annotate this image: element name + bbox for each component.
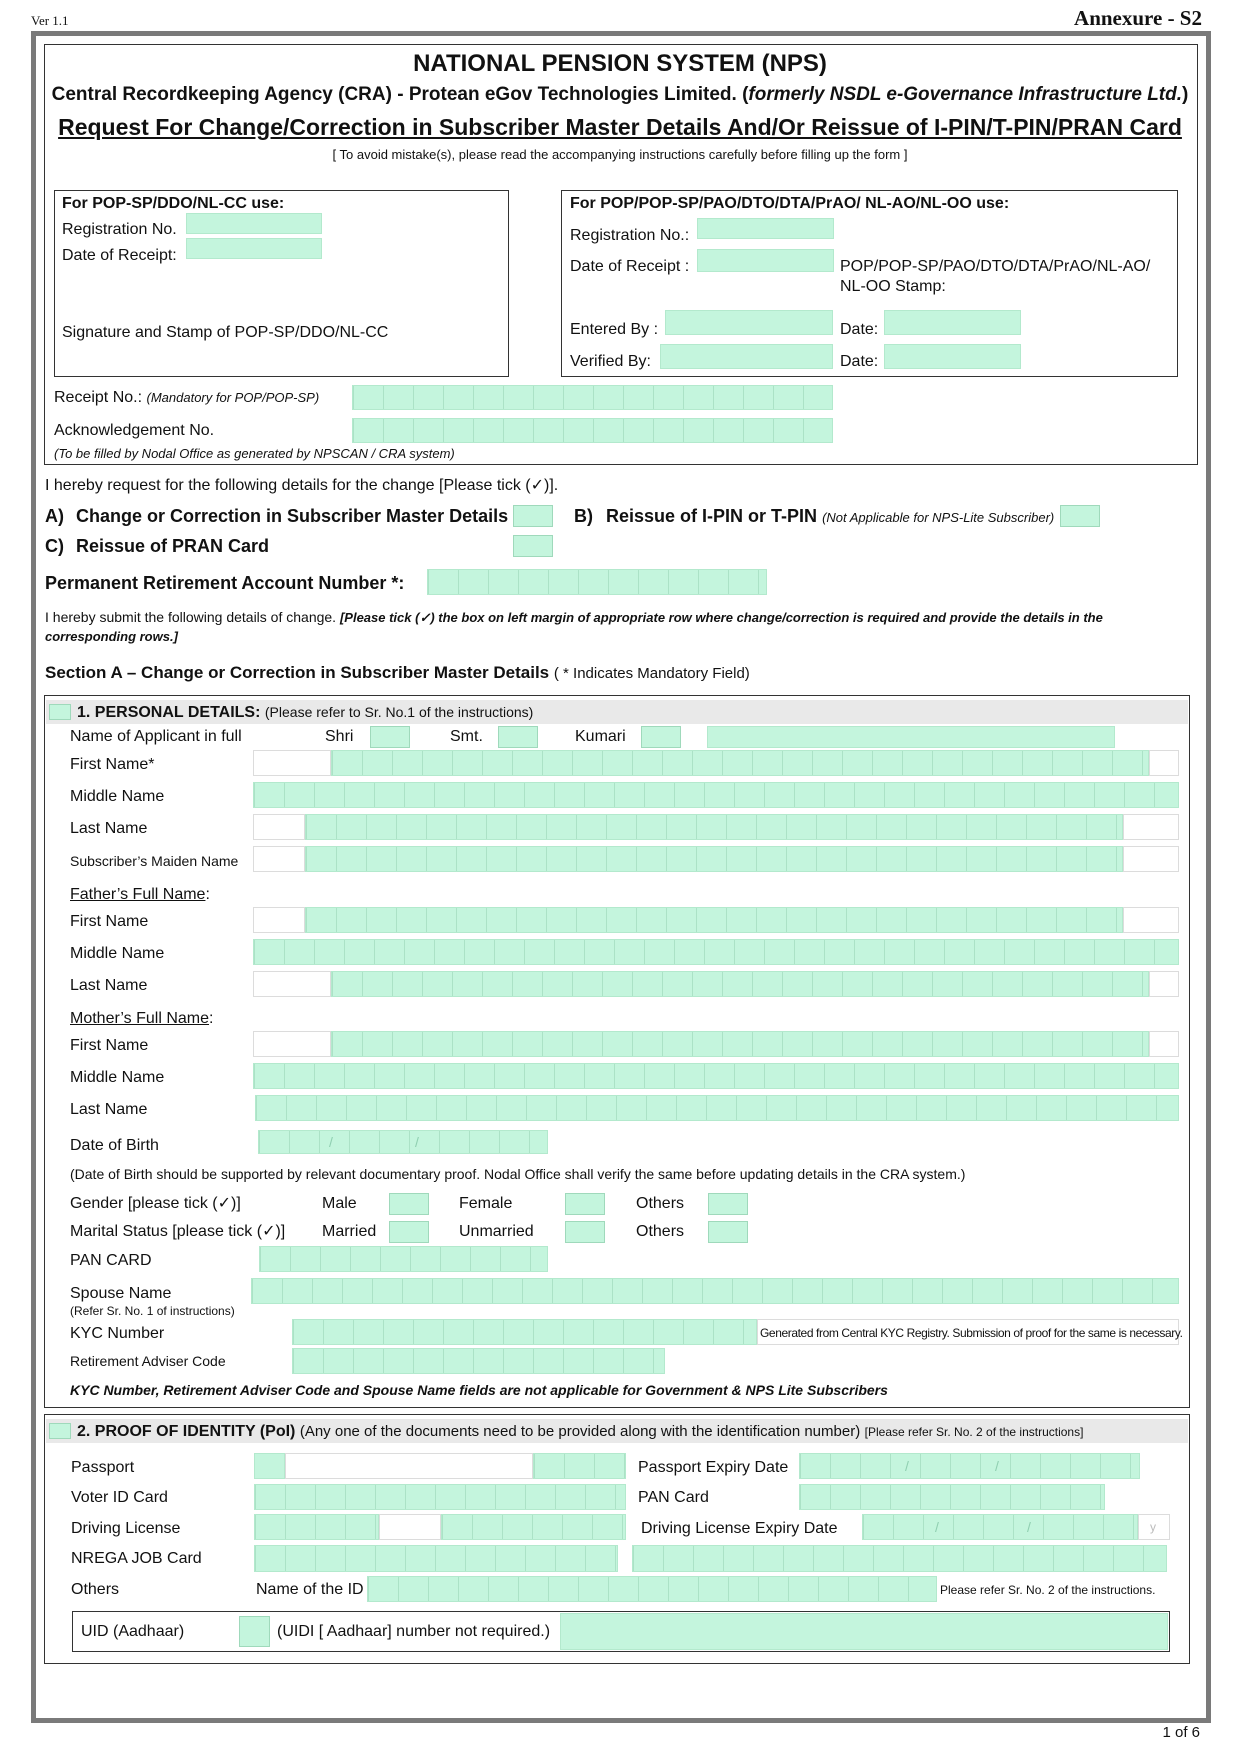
name-full-label: Name of Applicant in full <box>70 728 242 745</box>
section-a-title-line <box>45 663 750 683</box>
married-checkbox[interactable] <box>389 1221 429 1243</box>
name-of-id-label: Name of the ID <box>256 1581 364 1598</box>
pan-label: PAN CARD <box>70 1252 152 1269</box>
ack-no-note: (To be filled by Nodal Office as generated by NPSCAN / CRA system) <box>54 446 455 461</box>
option-a-letter: A) <box>45 506 64 526</box>
verified-date-field[interactable] <box>884 344 1021 369</box>
dob-separator-2: / <box>415 1134 419 1150</box>
mother-first-trail-cell <box>1149 1031 1179 1057</box>
marital-others-checkbox[interactable] <box>708 1221 748 1243</box>
uid-label: UID (Aadhaar) <box>81 1623 185 1640</box>
passport-expiry-label: Passport Expiry Date <box>638 1459 789 1476</box>
passport-lead-cell[interactable] <box>254 1453 285 1479</box>
father-middle-label: Middle Name <box>70 945 165 962</box>
section-a-note: ( * Indicates Mandatory Field) <box>553 665 750 682</box>
nrega-field-b[interactable] <box>632 1545 1167 1572</box>
male-checkbox[interactable] <box>389 1193 429 1215</box>
stamp-label-2: NL-OO Stamp: <box>840 278 946 295</box>
kumari-label: Kumari <box>575 728 626 745</box>
male-label: Male <box>322 1195 357 1212</box>
voter-label: Voter ID Card <box>71 1489 168 1506</box>
title-fill-band <box>707 726 1115 748</box>
office-right-date-field[interactable] <box>697 249 834 272</box>
mother-colon: : <box>209 1010 214 1027</box>
office-left-heading: For POP-SP/DDO/NL-CC use: <box>62 195 285 212</box>
ack-no-field[interactable] <box>352 418 833 443</box>
nrega-label: NREGA JOB Card <box>71 1550 202 1567</box>
entered-date-label: Date: <box>840 321 879 338</box>
dob-separator-1: / <box>329 1134 333 1150</box>
id-others-note: Please refer Sr. No. 2 of the instructions. <box>940 1583 1156 1597</box>
married-label: Married <box>322 1223 377 1240</box>
mother-first-lead-cells <box>253 1031 331 1057</box>
father-last-label: Last Name <box>70 977 148 994</box>
smt-label: Smt. <box>450 728 483 745</box>
office-right-reg-field[interactable] <box>697 218 834 239</box>
request-intro: I hereby request for the following details for the change [Please tick (✓)]. <box>45 477 559 494</box>
entered-by-label: Entered By : <box>570 321 659 338</box>
driving-label: Driving License <box>71 1520 181 1537</box>
submit-italic-1: [Please tick (✓) the box on left margin of appropriate row where change/correction is required and provide the details in the <box>339 610 1103 625</box>
passport-expiry-field[interactable] <box>799 1453 1140 1479</box>
driving-expiry-label: Driving License Expiry Date <box>641 1520 838 1537</box>
last-name-lead-cells <box>253 814 305 840</box>
marital-label: Marital Status [please tick (✓)] <box>70 1223 286 1240</box>
father-first-lead-cells <box>253 907 305 933</box>
passport-expiry-sep-1: / <box>905 1458 909 1474</box>
father-heading-line <box>70 886 210 904</box>
father-last-field[interactable] <box>331 971 1149 997</box>
office-left-reg-label: Registration No. <box>62 221 177 238</box>
uid-fill-band <box>560 1613 1168 1650</box>
option-b-note: (Not Applicable for NPS-Lite Subscriber) <box>822 510 1055 525</box>
option-b-label <box>606 506 1054 527</box>
dob-field[interactable] <box>258 1130 548 1154</box>
cra-line <box>0 84 1240 106</box>
driving-expiry-sep-2: / <box>1027 1519 1031 1535</box>
personal-heading-note: (Please refer to Sr. No.1 of the instructions) <box>264 704 534 720</box>
instruction-note: [ To avoid mistake(s), please read the accompanying instructions carefully before filling up the form ] <box>332 147 908 162</box>
office-left-date-field[interactable] <box>186 238 322 259</box>
passport-field[interactable] <box>533 1453 626 1479</box>
option-a-label: Change or Correction in Subscriber Master Details <box>76 506 509 526</box>
kyc-label: KYC Number <box>70 1325 165 1342</box>
driving-gap-cells <box>379 1514 441 1540</box>
father-heading: Father’s Full Name <box>70 886 206 903</box>
driving-expiry-sep-1: / <box>935 1519 939 1535</box>
nrega-field-a[interactable] <box>254 1545 618 1572</box>
gender-label: Gender [please tick (✓)] <box>70 1195 241 1212</box>
passport-label: Passport <box>71 1459 135 1476</box>
maiden-name-trail-cells <box>1123 846 1179 872</box>
option-a-checkbox[interactable] <box>513 505 553 527</box>
identity-pan-field[interactable] <box>799 1484 1105 1510</box>
verified-by-field[interactable] <box>660 344 833 369</box>
mother-first-label: First Name <box>70 1037 149 1054</box>
annexure-label: Annexure - S2 <box>1074 6 1202 30</box>
personal-details-checkbox[interactable] <box>49 704 71 720</box>
office-left-date-label: Date of Receipt: <box>62 247 177 264</box>
uid-note: (UIDI [ Aadhaar] number not required.) <box>277 1623 551 1640</box>
option-c-label: Reissue of PRAN Card <box>76 536 270 556</box>
receipt-no-note: (Mandatory for POP/POP-SP) <box>146 390 320 405</box>
identity-pan-label: PAN Card <box>638 1489 709 1506</box>
spouse-field[interactable] <box>251 1278 1179 1304</box>
pran-label: Permanent Retirement Account Number *: <box>45 573 405 593</box>
office-right-heading: For POP/POP-SP/PAO/DTO/DTA/PrAO/ NL-AO/NL-OO use: <box>570 195 1010 212</box>
option-c-checkbox[interactable] <box>513 535 553 557</box>
last-name-trail-cells <box>1123 814 1179 840</box>
driving-field-a[interactable] <box>254 1514 379 1540</box>
office-left-reg-field[interactable] <box>186 213 322 234</box>
entered-by-field[interactable] <box>665 310 833 335</box>
option-b-text: Reissue of I-PIN or T-PIN <box>606 506 818 526</box>
verified-by-label: Verified By: <box>570 353 651 370</box>
office-right-reg-label: Registration No.: <box>570 227 690 244</box>
identity-heading-note: (Any one of the documents need to be provided along with the identification number) <box>299 1423 861 1440</box>
father-colon: : <box>205 886 210 903</box>
maiden-name-field[interactable] <box>305 846 1123 872</box>
option-c-letter: C) <box>45 536 64 556</box>
mother-last-field[interactable] <box>255 1095 1179 1121</box>
adviser-field[interactable] <box>292 1348 665 1374</box>
father-middle-field[interactable] <box>253 939 1179 965</box>
smt-checkbox[interactable] <box>498 726 538 748</box>
name-of-id-field[interactable] <box>367 1576 937 1602</box>
verified-date-label: Date: <box>840 353 879 370</box>
gender-others-label: Others <box>636 1195 685 1212</box>
driving-field-b[interactable] <box>441 1514 626 1540</box>
mother-first-field[interactable] <box>331 1031 1149 1057</box>
shri-checkbox[interactable] <box>370 726 410 748</box>
submit-plain: I hereby submit the following details of change. <box>45 609 337 625</box>
office-right-date-label: Date of Receipt : <box>570 258 690 275</box>
unmarried-label: Unmarried <box>459 1223 534 1240</box>
personal-footer-note: KYC Number, Retirement Adviser Code and Spouse Name fields are not applicable for Government & NPS Lite Subscribers <box>70 1382 888 1398</box>
receipt-no-field[interactable] <box>352 385 833 410</box>
version-label: Ver 1.1 <box>31 13 69 28</box>
form-title: NATIONAL PENSION SYSTEM (NPS) <box>413 50 827 77</box>
kyc-note: Generated from Central KYC Registry. Submission of proof for the same is necessary. <box>760 1326 1183 1340</box>
father-last-lead-cells <box>253 971 331 997</box>
personal-heading: 1. PERSONAL DETAILS: <box>77 704 261 721</box>
first-name-lead-cells <box>253 750 331 776</box>
submit-italic-2: corresponding rows.] <box>45 629 178 644</box>
father-first-field[interactable] <box>305 907 1123 933</box>
option-b-letter: B) <box>574 506 593 526</box>
mother-middle-field[interactable] <box>253 1063 1179 1089</box>
mother-heading: Mother’s Full Name <box>70 1010 210 1027</box>
female-checkbox[interactable] <box>565 1193 605 1215</box>
identity-heading-line <box>77 1423 1083 1441</box>
section-a-title: Section A – Change or Correction in Subscriber Master Details <box>45 663 550 682</box>
cra-suffix: ) <box>1182 84 1189 105</box>
identity-heading-ref: [Please refer Sr. No. 2 of the instructions] <box>864 1425 1084 1439</box>
mother-middle-label: Middle Name <box>70 1069 165 1086</box>
driving-expiry-y: y <box>1150 1520 1156 1534</box>
maiden-name-label: Subscriber’s Maiden Name <box>70 853 239 869</box>
stamp-label-1: POP/POP-SP/PAO/DTO/DTA/PrAO/NL-AO/ <box>840 258 1151 275</box>
unmarried-checkbox[interactable] <box>565 1221 605 1243</box>
passport-expiry-sep-2: / <box>995 1458 999 1474</box>
dob-note: (Date of Birth should be supported by relevant documentary proof. Nodal Office shall verify the same before updating details in the CRA system.) <box>70 1166 966 1182</box>
personal-heading-line <box>77 704 533 722</box>
passport-middle-cells <box>285 1453 533 1479</box>
request-title: Request For Change/Correction in Subscriber Master Details And/Or Reissue of I-PIN/T-PIN/PRAN Card <box>58 114 1182 140</box>
father-first-trail-cells <box>1123 907 1179 933</box>
spouse-note: (Refer Sr. No. 1 of instructions) <box>70 1304 235 1318</box>
receipt-no-label <box>54 389 319 407</box>
father-last-trail-cell <box>1149 971 1179 997</box>
maiden-name-lead-cells <box>253 846 305 872</box>
last-name-field[interactable] <box>305 814 1123 840</box>
first-name-trail-cell <box>1149 750 1179 776</box>
office-left-signature: Signature and Stamp of POP-SP/DDO/NL-CC <box>62 324 389 341</box>
receipt-no-text: Receipt No.: <box>54 389 143 406</box>
shri-label: Shri <box>325 728 354 745</box>
father-first-label: First Name <box>70 913 149 930</box>
gender-others-checkbox[interactable] <box>708 1193 748 1215</box>
cra-prefix: Central Recordkeeping Agency (CRA) - Protean eGov Technologies Limited. ( <box>51 84 749 105</box>
first-name-field[interactable] <box>331 750 1149 776</box>
driving-expiry-field[interactable] <box>862 1514 1138 1540</box>
dob-label: Date of Birth <box>70 1137 159 1154</box>
female-label: Female <box>459 1195 513 1212</box>
spouse-label: Spouse Name <box>70 1285 172 1302</box>
uid-checkbox[interactable] <box>239 1616 270 1647</box>
voter-field[interactable] <box>254 1484 626 1510</box>
kyc-field[interactable] <box>292 1319 757 1345</box>
submit-instruction <box>45 608 1195 646</box>
id-others-label: Others <box>71 1581 120 1598</box>
option-b-checkbox[interactable] <box>1060 505 1100 527</box>
adviser-label: Retirement Adviser Code <box>70 1353 226 1369</box>
pan-field[interactable] <box>259 1246 548 1272</box>
mother-last-label: Last Name <box>70 1101 148 1118</box>
last-name-label: Last Name <box>70 820 148 837</box>
first-name-label: First Name* <box>70 756 155 773</box>
entered-date-field[interactable] <box>884 310 1021 335</box>
middle-name-field[interactable] <box>253 782 1179 808</box>
cra-italic: formerly NSDL e-Governance Infrastructure Ltd. <box>748 84 1183 105</box>
pran-field[interactable] <box>427 569 767 595</box>
identity-checkbox[interactable] <box>49 1423 71 1439</box>
kumari-checkbox[interactable] <box>641 726 681 748</box>
page-number: 1 of 6 <box>1162 1724 1200 1741</box>
mother-heading-line <box>70 1010 213 1028</box>
identity-heading: 2. PROOF OF IDENTITY (PoI) <box>77 1423 296 1440</box>
marital-others-label: Others <box>636 1223 685 1240</box>
ack-no-label: Acknowledgement No. <box>54 422 215 439</box>
middle-name-label: Middle Name <box>70 788 165 805</box>
